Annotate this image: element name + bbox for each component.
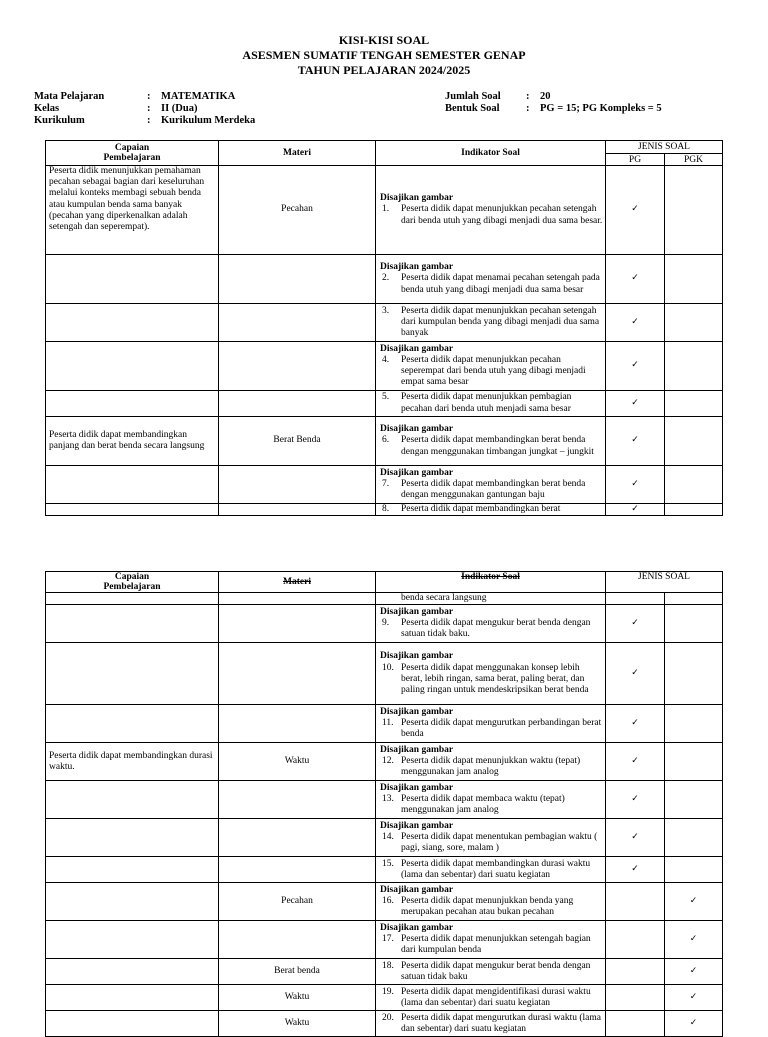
indikator-cell: Disajikan gambar 11. Peserta didik dapat mengurutkan perbandingan berat benda [376, 705, 606, 743]
materi-cell: Waktu [219, 985, 376, 1011]
check-mark: ✓ [606, 781, 665, 819]
header-jenis-soal: JENIS SOAL [606, 141, 723, 154]
check-mark: ✓ [606, 166, 665, 255]
bentuk-label: Bentuk Soal [445, 103, 500, 114]
check-mark: ✓ [606, 255, 665, 304]
indikator-cell: 3. Peserta didik dapat menunjukkan pecahan setengah dari kumpulan benda yang dibagi menjadi dua sama banyak [376, 304, 606, 342]
check-mark: ✓ [606, 643, 665, 705]
table-row [46, 921, 723, 959]
table-row [46, 342, 723, 391]
indikator-cell: Disajikan gambar 9. Peserta didik dapat mengukur berat benda dengan satuan tidak baku. [376, 605, 606, 643]
indikator-cell: 18. Peserta didik dapat mengukur berat benda dengan satuan tidak baku [376, 959, 606, 985]
table-row [46, 255, 723, 304]
table-row [46, 781, 723, 819]
check-mark: ✓ [606, 391, 665, 417]
check-mark: ✓ [606, 743, 665, 781]
capaian-cell: Peserta didik dapat membandingkan durasi waktu. [46, 743, 219, 781]
check-mark: ✓ [606, 342, 665, 391]
table-row [46, 593, 723, 605]
check-mark: ✓ [606, 466, 665, 504]
kisi-table-page-1 [45, 140, 723, 516]
kisi-table-page-2 [45, 571, 723, 1037]
capaian-cell: Peserta didik dapat membandingkan panjang dan berat benda secara langsung [46, 417, 219, 466]
meta-left [34, 91, 255, 127]
header-pgk: PGK [665, 154, 723, 166]
indikator-continuation: benda secara langsung [376, 593, 606, 605]
check-mark: ✓ [665, 959, 723, 985]
capaian-cell: Peserta didik menunjukkan pemahaman pecahan sebagai bagian dari keseluruhan melalui konteks membagi sebuah benda atau kumpulan benda sama banyak (pecahan yang diperkenalkan adalah setengah dan seperempat). [46, 166, 219, 255]
table-row [46, 643, 723, 705]
check-mark: ✓ [606, 417, 665, 466]
indikator-cell: Disajikan gambar 17. Peserta didik dapat menunjukkan setengah bagian dari kumpulan benda [376, 921, 606, 959]
indikator-cell: Disajikan gambar 12. Peserta didik dapat menunjukkan waktu (tepat) menggunakan jam analog [376, 743, 606, 781]
check-mark: ✓ [606, 857, 665, 883]
indikator-cell: Disajikan gambar 13. Peserta didik dapat membaca waktu (tepat) menggunakan jam analog [376, 781, 606, 819]
table-row [46, 417, 723, 466]
colon: : [526, 103, 530, 114]
indikator-cell: 20. Peserta didik dapat mengurutkan durasi waktu (lama dan sebentar) dari suatu kegiatan [376, 1011, 606, 1037]
colon: : [147, 115, 151, 126]
check-mark: ✓ [606, 819, 665, 857]
table-row [46, 819, 723, 857]
table-row [46, 883, 723, 921]
check-mark: ✓ [665, 1011, 723, 1037]
indikator-cell: Disajikan gambar 16. Peserta didik dapat menunjukkan benda yang merupakan pecahan atau bukan pecahan [376, 883, 606, 921]
jumlah-label: Jumlah Soal [445, 91, 501, 102]
indikator-cell: Disajikan gambar 14. Peserta didik dapat menentukan pembagian waktu ( pagi, siang, sore, malam ) [376, 819, 606, 857]
table-row [46, 391, 723, 417]
document-title: KISI-KISI SOAL [338, 33, 430, 47]
mapel-label: Mata Pelajaran [34, 91, 105, 102]
check-mark: ✓ [606, 304, 665, 342]
indikator-cell: Disajikan gambar 1. Peserta didik dapat menunjukkan pecahan setengah dari benda utuh yang dibagi menjadi dua sama besar. [376, 166, 606, 255]
indikator-cell: Disajikan gambar 7. Peserta didik dapat membandingkan berat benda dengan menggunakan gantungan baju [376, 466, 606, 504]
meta-right [445, 91, 662, 115]
table-row [46, 605, 723, 643]
kurikulum-value: Kurikulum Merdeka [161, 115, 256, 126]
materi-cell: Berat Benda [219, 417, 376, 466]
document-subtitle: ASESMEN SUMATIF TENGAH SEMESTER GENAP [242, 48, 526, 62]
header-materi: Materi [219, 572, 376, 593]
bentuk-value: PG = 15; PG Kompleks = 5 [540, 103, 662, 114]
header-jenis-soal: JENIS SOAL [606, 572, 723, 593]
materi-cell: Pecahan [219, 883, 376, 921]
check-mark: ✓ [665, 985, 723, 1011]
indikator-cell: 15. Peserta didik dapat membandingkan durasi waktu (lama dan sebentar) dari suatu kegiatan [376, 857, 606, 883]
materi-cell: Waktu [219, 1011, 376, 1037]
colon: : [147, 91, 151, 102]
table-row [46, 504, 723, 516]
table-row [46, 705, 723, 743]
colon: : [147, 103, 151, 114]
indikator-cell: Disajikan gambar 6. Peserta didik dapat membandingkan berat benda dengan menggunakan timbangan jungkat – jungkit [376, 417, 606, 466]
indikator-cell: Disajikan gambar 2. Peserta didik dapat menamai pecahan setengah pada benda utuh yang dibagi menjadi dua sama besar [376, 255, 606, 304]
check-mark: ✓ [665, 883, 723, 921]
kurikulum-label: Kurikulum [34, 115, 85, 126]
check-mark: ✓ [606, 504, 665, 516]
check-mark: ✓ [606, 605, 665, 643]
header-indikator: Indikator Soal [376, 141, 606, 166]
check-mark: ✓ [606, 705, 665, 743]
check-mark: ✓ [665, 921, 723, 959]
indikator-cell: Disajikan gambar 10. Peserta didik dapat menggunakan konsep lebih berat, lebih ringan, sama berat, paling berat, dan paling ringan untuk mendeskripsikan berat benda [376, 643, 606, 705]
table-row [46, 959, 723, 985]
header-capaian: Capaian Pembelajaran [46, 572, 219, 593]
indikator-cell: 19. Peserta didik dapat mengidentifikasi durasi waktu (lama dan sebentar) dari suatu kegiatan [376, 985, 606, 1011]
table-row [46, 466, 723, 504]
header-pg: PG [606, 154, 665, 166]
table-row [46, 857, 723, 883]
materi-cell: Waktu [219, 743, 376, 781]
mapel-value: MATEMATIKA [161, 91, 236, 102]
empty-cell [665, 166, 723, 255]
header-capaian: Capaian Pembelajaran [46, 141, 219, 166]
table-row [46, 743, 723, 781]
kelas-label: Kelas [34, 103, 60, 114]
materi-cell: Pecahan [219, 166, 376, 255]
kelas-value: II (Dua) [161, 103, 198, 114]
indikator-cell: 8. Peserta didik dapat membandingkan berat [376, 504, 606, 516]
table-row [46, 985, 723, 1011]
table-row [46, 166, 723, 255]
document-year: TAHUN PELAJARAN 2024/2025 [297, 63, 471, 77]
colon: : [526, 91, 530, 102]
indikator-cell: Disajikan gambar 4. Peserta didik dapat menunjukkan pecahan seperempat dari benda utuh yang dibagi menjadi empat sama besar [376, 342, 606, 391]
table-row [46, 304, 723, 342]
header-materi: Materi [219, 141, 376, 166]
header-indikator: Indikator Soal [376, 572, 606, 593]
materi-cell: Berat benda [219, 959, 376, 985]
indikator-cell: 5. Peserta didik dapat menunjukkan pembagian pecahan dari benda utuh menjadi sama besar [376, 391, 606, 417]
jumlah-value: 20 [540, 91, 551, 102]
